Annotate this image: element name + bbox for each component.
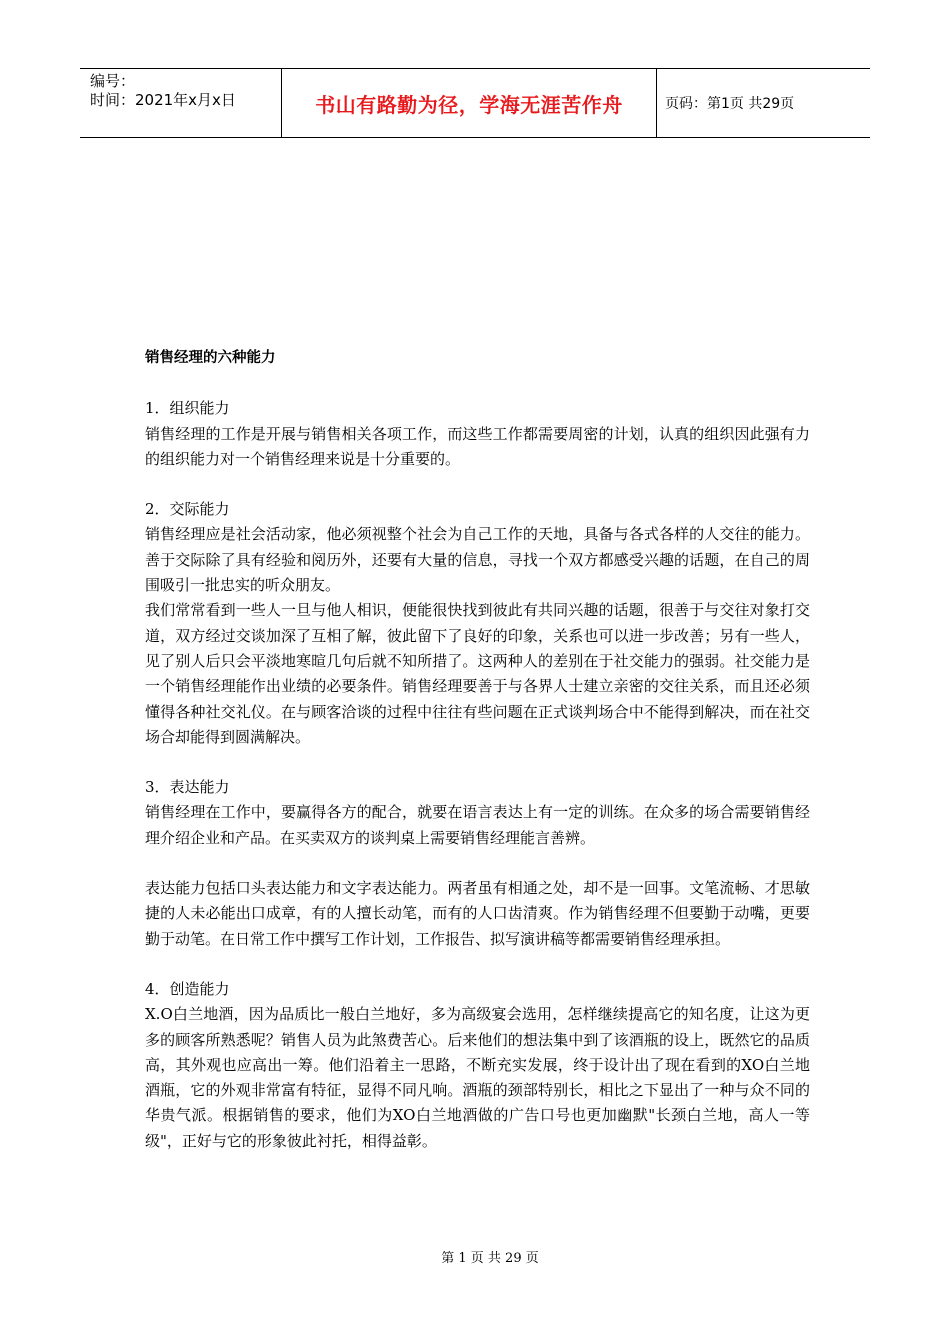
section-paragraph: 销售经理在工作中，要赢得各方的配合，就要在语言表达上有一定的训练。在众多的场合需要销售经理介绍企业和产品。在买卖双方的谈判桌上需要销售经理能言善辨。	[145, 803, 810, 847]
section-heading: 2．交际能力	[145, 500, 230, 519]
motto-text: 书山有路勤为径，学海无涯苦作舟	[315, 92, 623, 117]
section-paragraph: 我们常常看到一些人一旦与他人相识，便能很快找到彼此有共同兴趣的话题，很善于与交往对象打交道，双方经过交谈加深了互相了解，彼此留下了良好的印象，关系也可以进一步改善；另有一些人，见了别人后只会平淡地寒暄几句后就不知所措了。这两种人的差别在于社交能力的强弱。社交能力是一个销售经理能作出业绩的必要条件。销售经理要善于与各界人士建立亲密的交往关系，而且还必须懂得各种社交礼仪。在与顾客洽谈的过程中往往有些问题在正式谈判场合中不能得到解决，而在社交场合却能得到圆满解决。	[145, 601, 810, 746]
section-paragraph: 表达能力包括口头表达能力和文字表达能力。两者虽有相通之处，却不是一回事。文笔流畅、才思敏捷的人未必能出口成章，有的人擅长动笔，而有的人口齿清爽。作为销售经理不但要勤于动嘴，更要勤于动笔。在日常工作中撰写工作计划，工作报告、拟写演讲稿等都需要销售经理承担。	[145, 879, 810, 948]
document-title: 销售经理的六种能力	[145, 350, 276, 366]
header-motto-cell	[282, 69, 657, 137]
document-body	[145, 346, 810, 1179]
time-label: 时间：2021年x月x日	[90, 91, 236, 109]
section-organization	[145, 396, 810, 472]
page-footer: 第 1 页 共 29 页	[441, 1251, 539, 1266]
header-table	[80, 68, 870, 138]
section-paragraph: 销售经理的工作是开展与销售相关各项工作，而这些工作都需要周密的计划，认真的组织因此强有力的组织能力对一个销售经理来说是十分重要的。	[145, 424, 810, 468]
section-heading: 3．表达能力	[145, 778, 230, 797]
section-heading: 1．组织能力	[145, 399, 230, 418]
section-heading: 4．创造能力	[145, 979, 230, 998]
header-page-cell	[657, 69, 870, 137]
number-label: 编号：	[90, 72, 136, 90]
section-paragraph: X.O白兰地酒，因为品质比一般白兰地好，多为高级宴会选用，怎样继续提高它的知名度，让这为更多的顾客所熟悉呢？销售人员为此煞费苦心。后来他们的想法集中到了该酒瓶的设上，既然它的品质高，其外观也应高出一筹。他们沿着主一思路，不断充实发展，终于设计出了现在看到的XO白兰地酒瓶，它的外观非常富有特征，显得不同凡响。酒瓶的颈部特别长，相比之下显出了一种与众不同的华贵气派。根据销售的要求，他们为XO白兰地酒做的广告口号也更加幽默"长颈白兰地，高人一等级"，正好与它的形象彼此衬托，相得益彰。	[145, 1005, 810, 1150]
header-meta-cell	[80, 69, 282, 137]
page-info: 页码：第1页 共29页	[665, 96, 795, 112]
section-paragraph: 销售经理应是社会活动家，他必须视整个社会为自己工作的天地，具备与各式各样的人交往的能力。善于交际除了具有经验和阅历外，还要有大量的信息，寻找一个双方都感受兴趣的话题，在自己的周围吸引一批忠实的听众朋友。	[145, 525, 810, 595]
section-communication	[145, 497, 810, 750]
section-creativity	[145, 977, 810, 1154]
section-expression	[145, 775, 810, 952]
